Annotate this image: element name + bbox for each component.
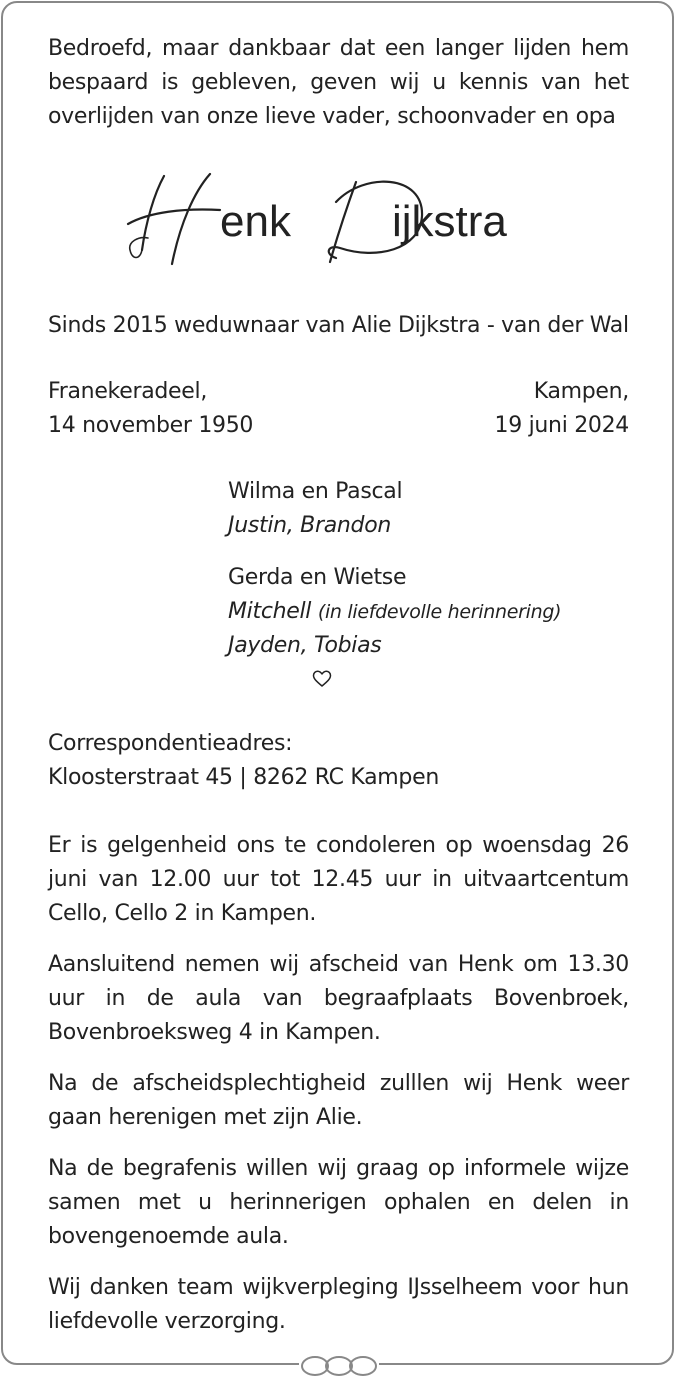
- family-list: [228, 475, 629, 689]
- correspondence-block: [48, 727, 629, 795]
- family-group: [228, 475, 629, 543]
- family-group: [228, 561, 629, 663]
- deceased-name-lettering: [124, 164, 554, 274]
- birth-info: [48, 375, 253, 443]
- gathering-paragraph: Na de begrafenis willen wij graag op informele wijze samen met u herinnerigen ophalen en delen in bovengenoemde aula.: [48, 1156, 629, 1249]
- condolence-paragraph: Er is gelgenheid ons te condoleren op woensdag 26 juni van 12.00 uur tot 12.45 uur in uitvaartcentum Cello, Cello 2 in Kampen.: [48, 833, 629, 926]
- info-paragraphs: [48, 829, 629, 1339]
- correspondence-address: Kloosterstraat 45 | 8262 RC Kampen: [48, 765, 439, 790]
- family-parents: Wilma en Pascal: [228, 479, 403, 504]
- triple-loop-ornament-icon: [299, 1353, 379, 1379]
- last-name-rest: ijkstra: [392, 197, 507, 246]
- death-info: [495, 375, 629, 443]
- thanks-paragraph: Wij danken team wijkverpleging IJsselheem voor hun liefdevolle verzorging.: [48, 1275, 629, 1334]
- memorial-child-note: (in liefdevolle herinnering): [317, 601, 562, 623]
- birth-place: Franekeradeel,: [48, 379, 208, 404]
- family-parents: Gerda en Wietse: [228, 565, 407, 590]
- family-children: Justin, Brandon: [228, 513, 391, 538]
- heart-outline-icon: [312, 669, 332, 689]
- birth-death-block: [48, 375, 629, 443]
- reunion-paragraph: Na de afscheidsplechtigheid zulllen wij Henk weer gaan herenigen met zijn Alie.: [48, 1071, 629, 1130]
- death-place: Kampen,: [533, 379, 629, 404]
- widower-line: Sinds 2015 weduwnaar van Alie Dijkstra - van der Wal: [48, 313, 629, 338]
- farewell-paragraph: Aansluitend nemen wij afscheid van Henk om 13.30 uur in de aula van begraafplaats Bovenbroek, Bovenbroeksweg 4 in Kampen.: [48, 952, 629, 1045]
- family-children: Jayden, Tobias: [228, 633, 382, 658]
- correspondence-label: Correspondentieadres:: [48, 731, 293, 756]
- announcement: [48, 32, 629, 1339]
- intro-text: Bedroefd, maar dankbaar dat een langer lijden hem bespaard is gebleven, geven wij u kennis van het overlijden van onze lieve vader, schoonvader en opa: [48, 36, 629, 129]
- family-memorial-child: [228, 595, 629, 629]
- death-date: 19 juni 2024: [494, 413, 629, 438]
- birth-date: 14 november 1950: [48, 413, 254, 438]
- deceased-name: [48, 134, 629, 309]
- memorial-child-name: Mitchell: [228, 599, 312, 624]
- first-name-rest: enk: [220, 197, 291, 246]
